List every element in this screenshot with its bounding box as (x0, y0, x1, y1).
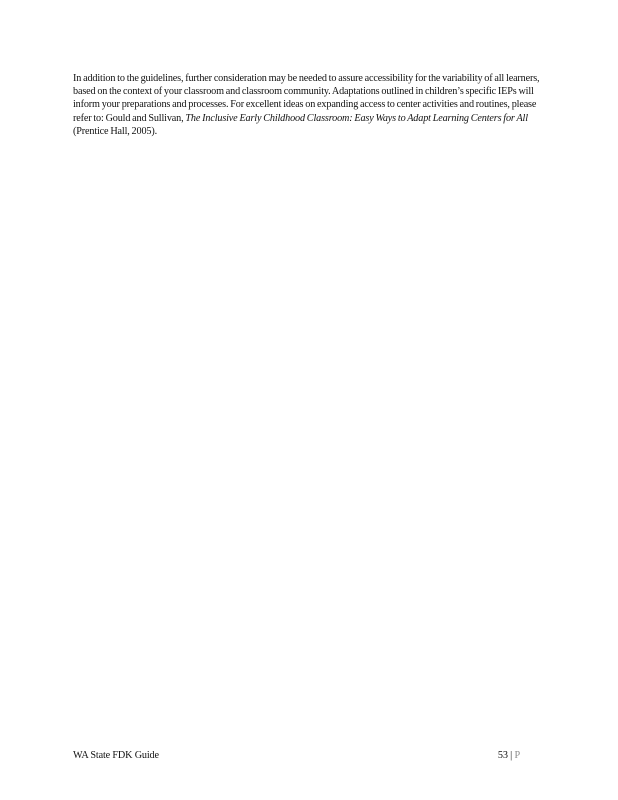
page-number: 53 (497, 750, 508, 761)
book-title: The Inclusive Early Childhood Classroom: Easy Ways to Adapt Learning Centers for All (185, 112, 528, 124)
footer-guide-title: WA State FDK Guide (73, 750, 159, 761)
body-text (73, 72, 553, 138)
paragraph (73, 72, 553, 138)
paragraph-text-before-title: In addition to the guidelines, further consideration may be needed to assure accessibility for the variability of all learners, based on the context of your classroom and classroom community. Adaptations outlined in children’s specific IEPs will inform your preparations and processes. For excellent ideas on expanding access to center activities and routines, please refer to: Gould and Sullivan, (73, 73, 540, 124)
footer-page-indicator (498, 749, 520, 762)
page-label: P (514, 750, 520, 761)
page-separator: | (510, 750, 513, 761)
paragraph-text-after-title: (Prentice Hall, 2005). (73, 125, 157, 137)
